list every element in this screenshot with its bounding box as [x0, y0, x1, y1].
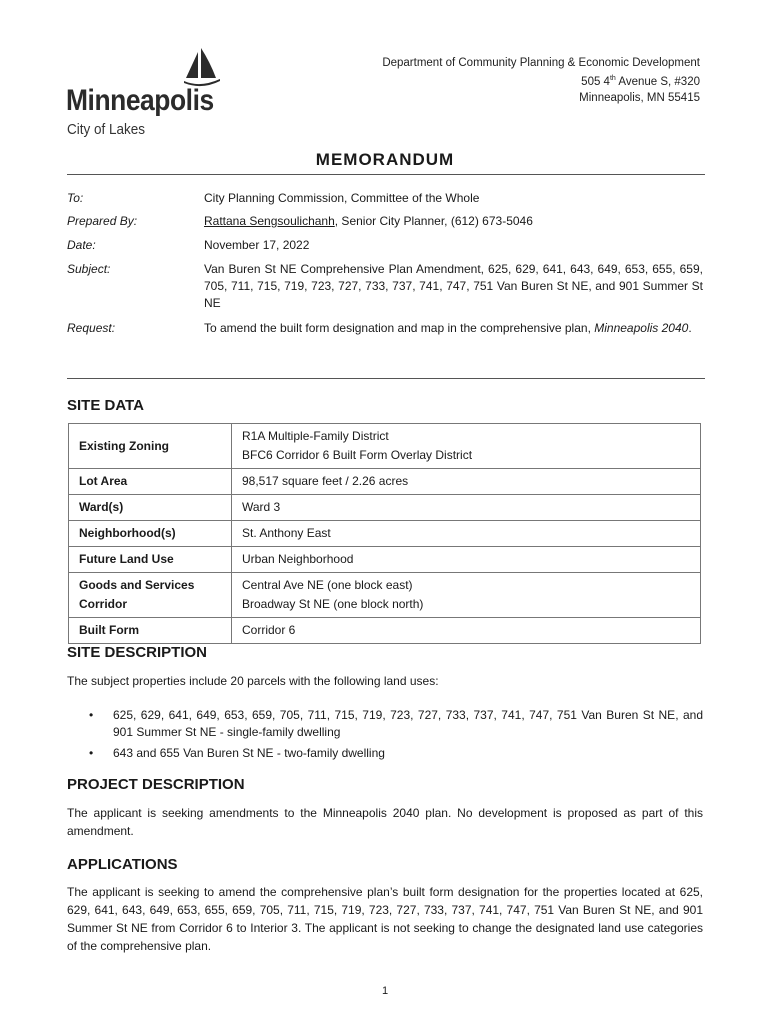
- project-description-text: The applicant is seeking amendments to the Minneapolis 2040 plan. No development is proposed as part of this amendment.: [67, 806, 703, 838]
- request-label: Request:: [67, 321, 116, 335]
- land-use-list: [67, 707, 703, 766]
- row-value: Central Ave NE (one block east) Broadway St NE (one block north): [232, 573, 701, 618]
- row-value: Corridor 6: [232, 618, 701, 644]
- date-label: Date:: [67, 238, 96, 252]
- row-value: St. Anthony East: [232, 521, 701, 547]
- table-row: [69, 469, 701, 495]
- applications-heading: APPLICATIONS: [67, 856, 178, 873]
- author-link[interactable]: Rattana Sengsoulichanh: [204, 214, 335, 228]
- city-logo: [66, 48, 226, 144]
- row-key: Lot Area: [69, 469, 232, 495]
- list-item: • 643 and 655 Van Buren St NE - two-family dwelling: [89, 746, 385, 760]
- row-value: 98,517 square feet / 2.26 acres: [232, 469, 701, 495]
- address-line-3: Minneapolis, MN 55415: [579, 91, 700, 104]
- table-row: [69, 521, 701, 547]
- to-label: To:: [67, 191, 84, 205]
- logo-wordmark: Minneapolis: [66, 84, 214, 117]
- row-value: Ward 3: [232, 495, 701, 521]
- table-row: [69, 495, 701, 521]
- address-line-2: 505 4th Avenue S, #320: [581, 75, 700, 88]
- subject-value: Van Buren St NE Comprehensive Plan Amendment, 625, 629, 641, 643, 649, 653, 655, 659, 705, 711, 715, 719, 723, 727, 733, 737, 741, 747, 751 Van Buren St NE, and 901 Summer St NE: [204, 262, 703, 310]
- to-value: City Planning Commission, Committee of the Whole: [204, 191, 480, 205]
- prepared-value: Rattana Sengsoulichanh, Senior City Planner, (612) 673-5046: [204, 214, 533, 228]
- request-value: To amend the built form designation and map in the comprehensive plan, Minneapolis 2040.: [204, 321, 692, 335]
- prepared-label: Prepared By:: [67, 214, 138, 228]
- table-row: [69, 573, 701, 618]
- header-divider: [67, 378, 705, 379]
- subject-label: Subject:: [67, 262, 111, 276]
- title-divider: [67, 174, 705, 175]
- sailboat-icon: [184, 48, 220, 88]
- row-key: Future Land Use: [69, 547, 232, 573]
- site-description-intro: The subject properties include 20 parcels with the following land uses:: [67, 674, 439, 688]
- site-data-table: [68, 423, 701, 644]
- bullet-icon: •: [89, 708, 94, 722]
- site-description-heading: SITE DESCRIPTION: [67, 644, 208, 661]
- row-key: Existing Zoning: [69, 424, 232, 469]
- row-key: Built Form: [69, 618, 232, 644]
- row-key: Ward(s): [69, 495, 232, 521]
- row-key: Neighborhood(s): [69, 521, 232, 547]
- date-value: November 17, 2022: [204, 238, 310, 252]
- row-value: R1A Multiple-Family District BFC6 Corridor 6 Built Form Overlay District: [232, 424, 701, 469]
- project-description-heading: PROJECT DESCRIPTION: [67, 776, 245, 793]
- department-address: [382, 55, 700, 106]
- address-line-1: Department of Community Planning & Economic Development: [382, 57, 700, 69]
- table-row: [69, 424, 701, 469]
- list-item: • 625, 629, 641, 649, 653, 659, 705, 711, 715, 719, 723, 727, 733, 737, 741, 747, 751 Van Buren St NE, and 901 Summer St NE - single-family dwelling: [89, 708, 703, 739]
- site-data-heading: SITE DATA: [67, 397, 144, 414]
- memo-title: MEMORANDUM: [315, 150, 455, 169]
- row-key: Goods and Services Corridor: [69, 573, 232, 618]
- row-value: Urban Neighborhood: [232, 547, 701, 573]
- applications-text: The applicant is seeking to amend the comprehensive plan’s built form designation for the properties located at 625, 629, 641, 643, 649, 653, 655, 659, 705, 711, 715, 719, 723, 727, 733, 737, 741, 747, 751 Van Buren St NE, and 901 Summer St NE from Corridor 6 to Interior 3. The applicant is not seeking to change the designated land use categories of the comprehensive plan.: [67, 885, 703, 953]
- logo-tagline: City of Lakes: [67, 121, 146, 138]
- bullet-icon: •: [89, 746, 94, 760]
- page-number: 1: [381, 985, 389, 997]
- table-row: [69, 618, 701, 644]
- table-row: [69, 547, 701, 573]
